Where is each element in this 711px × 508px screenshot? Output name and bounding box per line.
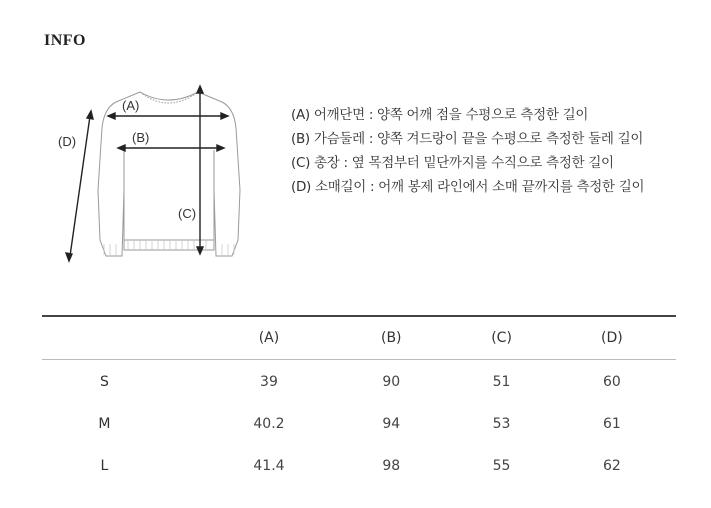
value-b: 90: [382, 374, 401, 390]
value-c: 53: [492, 416, 511, 432]
size-table: [42, 315, 676, 487]
value-c: 51: [492, 374, 511, 390]
table-header-rule: [42, 359, 676, 360]
value-d: 60: [602, 374, 621, 390]
legend-item-c: (C) 총장 : 옆 목점부터 밑단까지를 수직으로 측정한 길이: [291, 155, 614, 171]
sweater-measurement-diagram: [50, 80, 290, 270]
table-row: [42, 445, 676, 487]
header-a: (A): [258, 330, 280, 346]
measurement-lines: [66, 86, 228, 261]
size-label: L: [100, 458, 109, 474]
header-b: (B): [380, 330, 402, 346]
table-header-row: [42, 317, 676, 359]
header-d: (D): [600, 330, 623, 346]
label-d: (D): [58, 134, 77, 149]
value-d: 62: [602, 458, 621, 474]
legend-item-b: (B) 가슴둘레 : 양쪽 겨드랑이 끝을 수평으로 측정한 둘레 길이: [291, 131, 644, 147]
info-title: INFO: [44, 32, 86, 49]
value-b: 98: [382, 458, 401, 474]
table-row: [42, 361, 676, 403]
label-a: (A): [122, 98, 140, 113]
value-b: 94: [382, 416, 401, 432]
value-a: 39: [260, 374, 278, 390]
value-c: 55: [492, 458, 511, 474]
measurement-legend: [291, 103, 644, 199]
table-row: [42, 403, 676, 445]
label-c: (C): [178, 206, 197, 221]
size-label: M: [98, 416, 111, 432]
header-c: (C): [491, 330, 512, 346]
legend-item-d: (D) 소매길이 : 어깨 봉제 라인에서 소매 끝까지를 측정한 길이: [291, 179, 645, 195]
label-b: (B): [132, 130, 150, 145]
value-d: 61: [602, 416, 621, 432]
value-a: 41.4: [253, 458, 285, 474]
legend-item-a: (A) 어깨단면 : 양쪽 어깨 점을 수평으로 측정한 길이: [291, 107, 589, 123]
size-label: S: [99, 374, 109, 390]
value-a: 40.2: [253, 416, 285, 432]
